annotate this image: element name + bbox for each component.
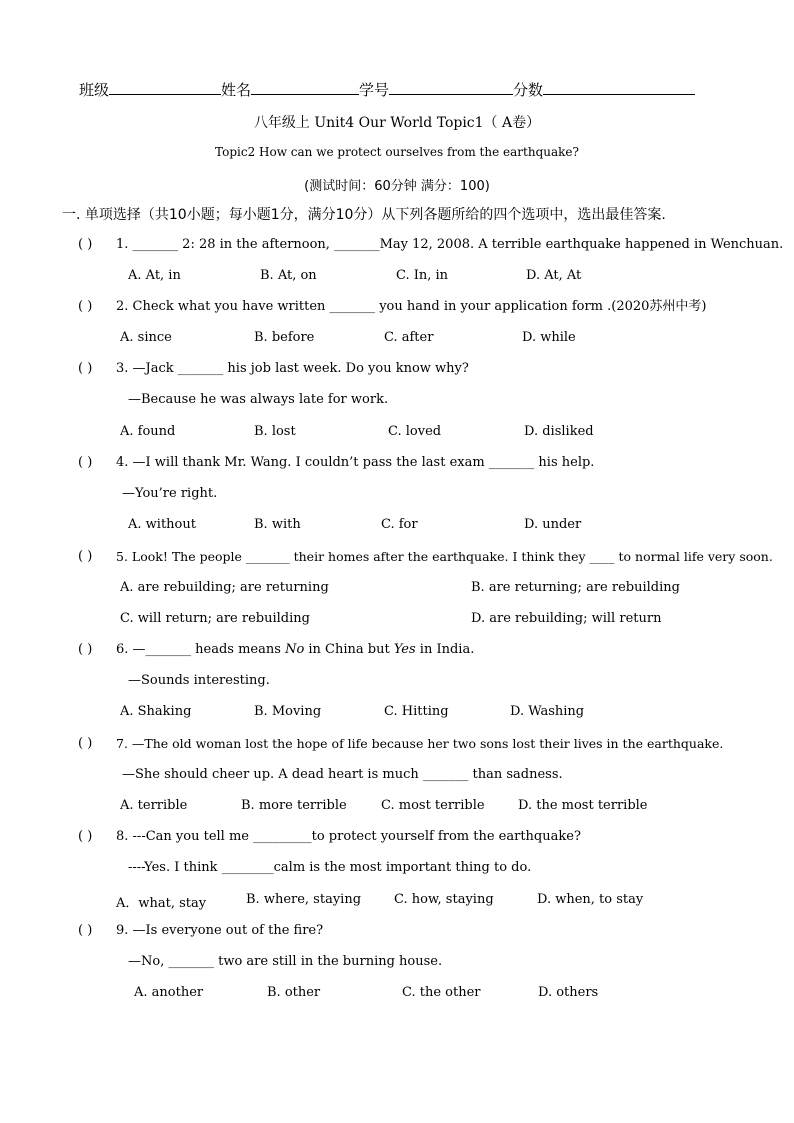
option-d[interactable]: D. under bbox=[524, 517, 582, 532]
option-d[interactable]: D. others bbox=[538, 985, 599, 1000]
student-id-blank[interactable] bbox=[389, 80, 513, 95]
answer-paren[interactable]: ( ) bbox=[78, 642, 93, 657]
answer-paren[interactable]: ( ) bbox=[78, 923, 93, 938]
option-d[interactable]: D. when, to stay bbox=[537, 892, 644, 907]
question-stem: 3. —Jack _______ his job last week. Do you know why? bbox=[116, 361, 469, 376]
option-c[interactable]: C. most terrible bbox=[381, 798, 485, 813]
question-reply: —Sounds interesting. bbox=[128, 673, 270, 688]
question-stem: 8. ---Can you tell me _________to protect yourself from the earthquake? bbox=[116, 829, 581, 844]
question-stem: 5. Look! The people _______ their homes after the earthquake. I think they ____ to normal life very soon. bbox=[116, 549, 773, 564]
answer-paren[interactable]: ( ) bbox=[78, 829, 93, 844]
section-heading: 一. 单项选择（共10小题；每小题1分，满分10分）从下列各题所给的四个选项中，选出最佳答案. bbox=[62, 207, 666, 223]
option-a[interactable]: A. At, in bbox=[128, 268, 181, 283]
option-b[interactable]: B. Moving bbox=[254, 704, 322, 719]
question-stem: 4. —I will thank Mr. Wang. I couldn’t pass the last exam _______ his help. bbox=[116, 455, 595, 470]
page-subtitle: Topic2 How can we protect ourselves from the earthquake? bbox=[215, 145, 579, 159]
option-d[interactable]: D. Washing bbox=[510, 704, 585, 719]
option-c[interactable]: C. Hitting bbox=[384, 704, 449, 719]
question-reply: —You’re right. bbox=[122, 486, 218, 501]
answer-paren[interactable]: ( ) bbox=[78, 299, 93, 314]
student-info-header bbox=[79, 79, 695, 100]
option-b[interactable]: B. lost bbox=[254, 424, 296, 439]
option-b[interactable]: B. with bbox=[254, 517, 301, 532]
option-c[interactable]: C. after bbox=[384, 330, 434, 345]
option-d[interactable]: D. are rebuilding; will return bbox=[471, 611, 662, 626]
option-a[interactable]: A. without bbox=[128, 517, 196, 532]
option-b[interactable]: B. other bbox=[267, 985, 321, 1000]
question-stem: 2. Check what you have written _______ you hand in your application form .(2020苏州中考) bbox=[116, 299, 707, 314]
option-b[interactable]: B. before bbox=[254, 330, 315, 345]
option-c[interactable]: C. will return; are rebuilding bbox=[120, 611, 310, 626]
stem-italic-yes: Yes bbox=[393, 642, 416, 657]
option-d[interactable]: D. the most terrible bbox=[518, 798, 648, 813]
option-a[interactable]: A．what, stay bbox=[116, 896, 207, 911]
option-a[interactable]: A. are rebuilding; are returning bbox=[120, 580, 329, 595]
question-stem: 9. —Is everyone out of the fire? bbox=[116, 923, 324, 938]
option-c[interactable]: C. In, in bbox=[396, 268, 449, 283]
answer-paren[interactable]: ( ) bbox=[78, 361, 93, 376]
stem-part: in China but bbox=[304, 642, 394, 657]
option-d[interactable]: D. At, At bbox=[526, 268, 582, 283]
question-stem: 1. _______ 2: 28 in the afternoon, _______May 12, 2008. A terrible earthquake happened in Wenchuan. bbox=[116, 237, 784, 252]
option-c[interactable]: C. loved bbox=[388, 424, 442, 439]
option-d[interactable]: D. while bbox=[522, 330, 576, 345]
question-reply: —She should cheer up. A dead heart is much _______ than sadness. bbox=[122, 767, 563, 782]
option-b[interactable]: B. where, staying bbox=[246, 892, 362, 907]
test-info: (测试时间：60分钟 满分：100) bbox=[304, 179, 490, 194]
option-c[interactable]: C. for bbox=[381, 517, 418, 532]
question-reply: ----Yes. I think ________calm is the most important thing to do. bbox=[128, 860, 532, 875]
page-title: 八年级上 Unit4 Our World Topic1（ A卷） bbox=[253, 115, 541, 131]
stem-part: in India. bbox=[415, 642, 475, 657]
option-a[interactable]: A. since bbox=[120, 330, 172, 345]
option-a[interactable]: A. Shaking bbox=[120, 704, 192, 719]
option-a[interactable]: A. found bbox=[120, 424, 176, 439]
option-a[interactable]: A. another bbox=[134, 985, 204, 1000]
class-blank[interactable] bbox=[109, 80, 221, 95]
option-d[interactable]: D. disliked bbox=[524, 424, 594, 439]
score-label: 分数 bbox=[513, 81, 544, 99]
name-label: 姓名 bbox=[221, 81, 252, 99]
option-b[interactable]: B. are returning; are rebuilding bbox=[471, 580, 680, 595]
stem-part: 6. —_______ heads means bbox=[116, 642, 286, 657]
option-b[interactable]: B. At, on bbox=[260, 268, 317, 283]
student-id-label: 学号 bbox=[359, 81, 390, 99]
option-c[interactable]: C. how, staying bbox=[394, 892, 494, 907]
question-stem: 7. —The old woman lost the hope of life because her two sons lost their lives in the earthquake. bbox=[116, 736, 724, 751]
score-blank[interactable] bbox=[543, 80, 695, 95]
question-stem bbox=[116, 642, 474, 658]
option-c[interactable]: C. the other bbox=[402, 985, 481, 1000]
question-reply: —Because he was always late for work. bbox=[128, 392, 389, 407]
question-reply: —No, _______ two are still in the burning house. bbox=[128, 954, 443, 969]
answer-paren[interactable]: ( ) bbox=[78, 455, 93, 470]
option-b[interactable]: B. more terrible bbox=[241, 798, 347, 813]
class-label: 班级 bbox=[79, 81, 110, 99]
name-blank[interactable] bbox=[251, 80, 359, 95]
stem-italic-no: No bbox=[285, 642, 305, 657]
option-a[interactable]: A. terrible bbox=[120, 798, 188, 813]
answer-paren[interactable]: ( ) bbox=[78, 736, 93, 751]
answer-paren[interactable]: ( ) bbox=[78, 549, 93, 564]
answer-paren[interactable]: ( ) bbox=[78, 237, 93, 252]
